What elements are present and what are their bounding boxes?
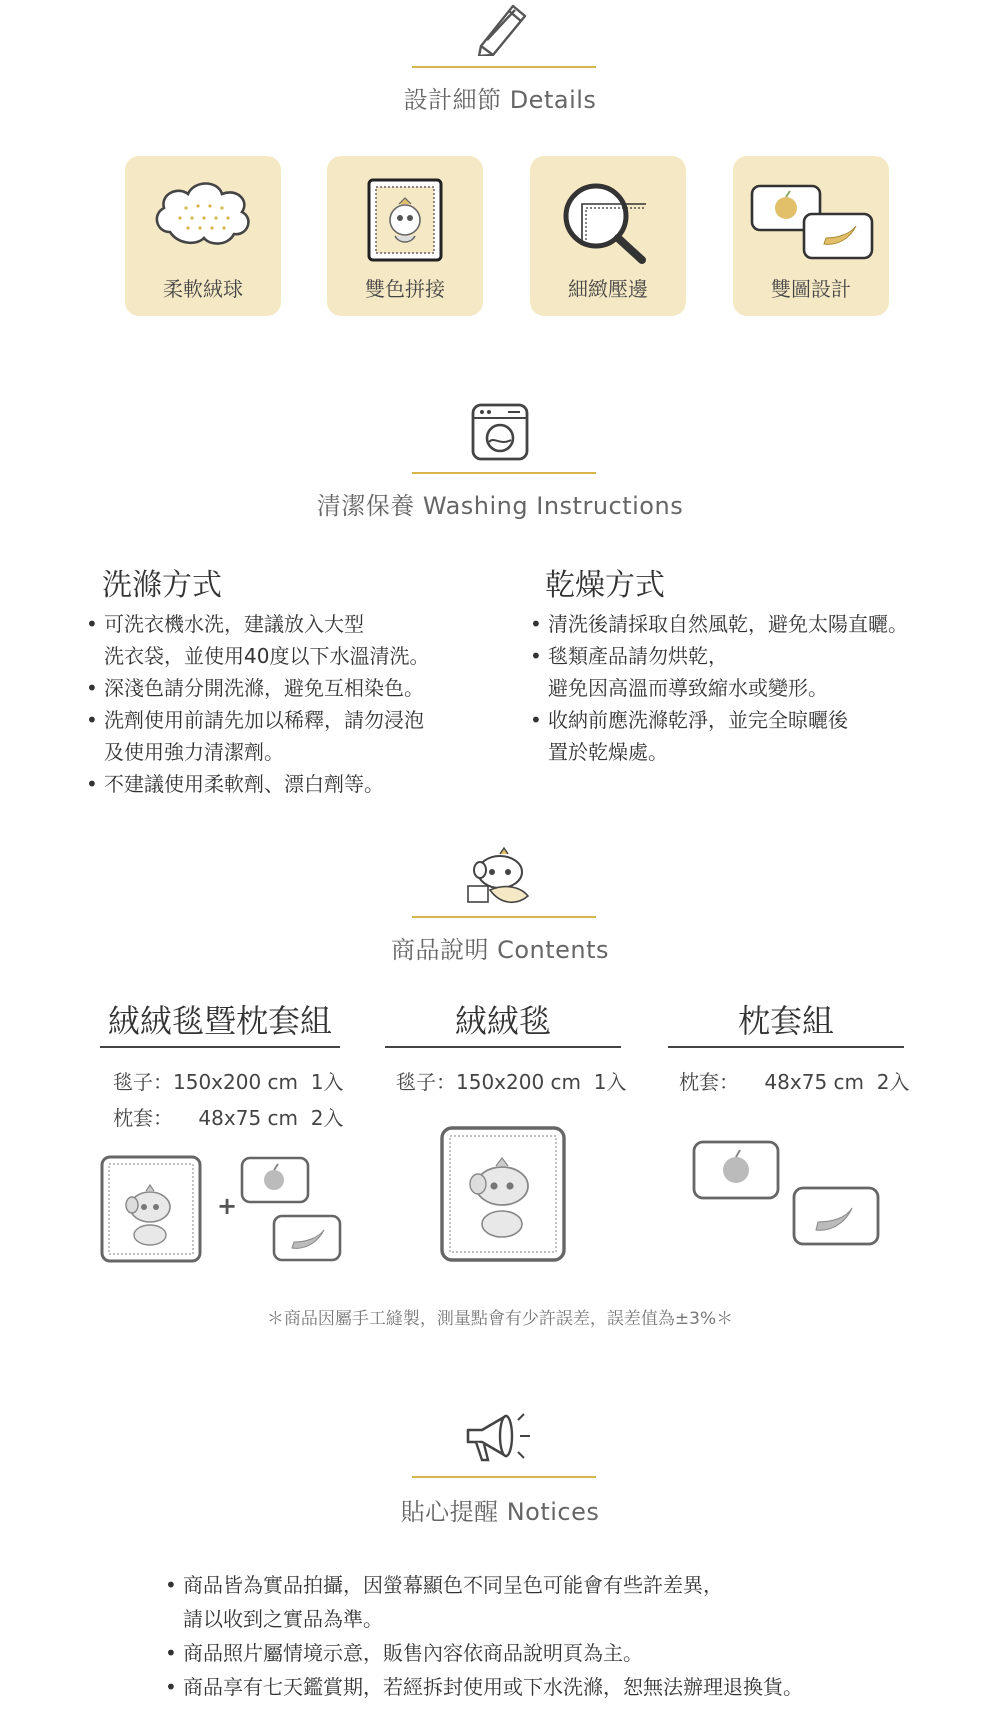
washing-machine-icon	[470, 402, 530, 466]
mascot-icon	[460, 846, 540, 916]
contents-title: 商品說明 Contents	[390, 936, 610, 964]
contents-col-title: 絨絨毯暨枕套組	[107, 1002, 332, 1040]
list-item: • 洗劑使用前請先加以稀釋，請勿浸泡	[86, 704, 429, 736]
detail-card-two-tone	[327, 156, 483, 316]
wash-method-heading: 洗滌方式	[102, 568, 222, 603]
list-item: • 商品照片屬情境示意，販售內容依商品說明頁為主。	[165, 1636, 803, 1670]
list-item: • 不建議使用柔軟劑、漂白劑等。	[86, 768, 429, 800]
washing-title: 清潔保養 Washing Instructions	[316, 492, 684, 520]
megaphone-icon	[462, 1410, 538, 1470]
notices-divider	[412, 1476, 596, 1478]
contents-divider	[412, 916, 596, 918]
list-item: • 清洗後請採取自然風乾，避免太陽直曬。	[530, 608, 908, 640]
list-item: • 毯類產品請勿烘乾，	[530, 640, 908, 672]
wash-method-list	[86, 608, 429, 800]
contents-col-title: 枕套組	[737, 1002, 834, 1040]
notices-list	[165, 1568, 803, 1704]
details-divider	[412, 66, 596, 68]
blanket-icon	[365, 178, 445, 268]
cloud-icon	[148, 174, 258, 258]
detail-card-dual-print	[733, 156, 889, 316]
detail-card-label: 雙色拼接	[365, 277, 445, 301]
list-item: • 商品皆為實品拍攝，因螢幕顯色不同呈色可能會有些許差異，	[165, 1568, 803, 1602]
list-item: 置於乾燥處。	[548, 740, 668, 764]
list-item: • 商品享有七天鑑賞期，若經拆封使用或下水洗滌，恕無法辦理退換貨。	[165, 1670, 803, 1704]
detail-card-label: 雙圖設計	[771, 277, 851, 301]
blanket-illustration-large	[440, 1126, 566, 1266]
contents-spec: 枕套： 48x75 cm 2入	[679, 1070, 910, 1094]
washing-divider	[412, 472, 596, 474]
list-item: 避免因高溫而導致縮水或變形。	[548, 676, 828, 700]
pencil-icon	[465, 0, 535, 60]
detail-card-pompom	[125, 156, 281, 316]
detail-card-label: 柔軟絨球	[163, 277, 243, 301]
list-item: 請以收到之實品為準。	[183, 1607, 383, 1631]
pillows-illustration	[240, 1156, 344, 1268]
contents-col-underline	[385, 1046, 621, 1048]
measurement-note: ＊商品因屬手工縫製，測量點會有少許誤差，誤差值為±3%＊	[266, 1309, 734, 1329]
contents-col-underline	[100, 1046, 340, 1048]
pillows-illustration-large	[692, 1140, 882, 1252]
list-item: • 收納前應洗滌乾淨，並完全晾曬後	[530, 704, 908, 736]
contents-spec: 毯子：150x200 cm 1入	[396, 1070, 627, 1094]
notices-title: 貼心提醒 Notices	[400, 1498, 600, 1526]
contents-col-underline	[668, 1046, 904, 1048]
detail-card-label: 細緻壓邊	[568, 277, 648, 301]
contents-spec: 毯子：150x200 cm 1入	[113, 1070, 344, 1094]
magnifier-icon	[558, 176, 658, 270]
dry-method-heading: 乾燥方式	[545, 568, 665, 603]
list-item: 及使用強力清潔劑。	[104, 740, 284, 764]
contents-col-title: 絨絨毯	[454, 1002, 551, 1040]
plus-sign: +	[217, 1192, 238, 1220]
list-item: • 可洗衣機水洗，建議放入大型	[86, 608, 429, 640]
details-title: 設計細節 Details	[403, 86, 597, 114]
contents-spec: 枕套： 48x75 cm 2入	[113, 1106, 344, 1130]
list-item: • 深淺色請分開洗滌，避免互相染色。	[86, 672, 429, 704]
dry-method-list	[530, 608, 908, 768]
blanket-illustration	[100, 1155, 202, 1267]
pillows-icon	[746, 174, 876, 268]
detail-card-edging	[530, 156, 686, 316]
list-item: 洗衣袋，並使用40度以下水溫清洗。	[104, 644, 430, 668]
